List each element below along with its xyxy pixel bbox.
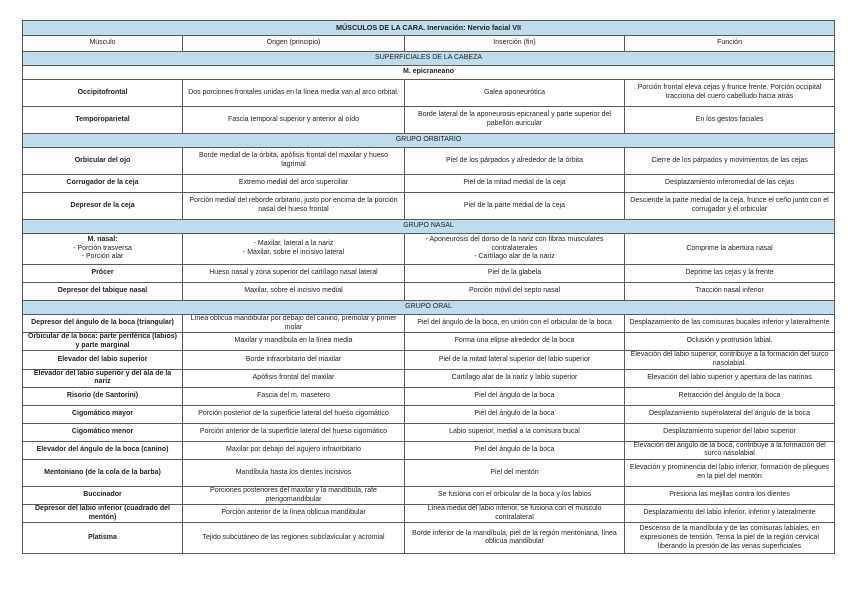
origin-cell: Porciones posteriores del maxilar y la mandíbula, rafe pterigomandibular [183, 486, 405, 504]
insertion-cell: Piel del mentón [405, 459, 625, 486]
table-row [23, 315, 835, 333]
muscle-name: Corrugador de la ceja [23, 175, 183, 193]
insertion-cell: Piel de la glabela [405, 265, 625, 283]
insertion-part: - Cartílago alar de la nariz [474, 253, 555, 261]
insertion-cell: Borde inferior de la mandíbula, piel de la región mentoniana, línea oblicua mandibular [405, 523, 625, 554]
origin-cell: Línea oblicua mandibular por debajo del canino, premolar y primer molar [183, 315, 405, 333]
section-oral: GRUPO ORAL [23, 301, 835, 315]
function-cell: Desplazamiento superior del labio superior [625, 423, 835, 441]
function-cell: Cierre de los párpados y movimientos de las cejas [625, 148, 835, 175]
section-orbitario: GRUPO ORBITARIO [23, 134, 835, 148]
function-cell: Oclusión y protrusión labial. [625, 333, 835, 351]
table-row [23, 175, 835, 193]
section-row [23, 52, 835, 66]
table-row [23, 80, 835, 107]
insertion-cell: Borde lateral de la aponeurosis epicraneal y parte superior del pabellón auricular [405, 107, 625, 134]
origin-cell: Porción medial del reborde orbitario, justo por encima de la porción nasal del hueso frontal [183, 193, 405, 220]
muscle-name-title: M. nasal: [87, 236, 118, 244]
function-cell: Tracción nasal inferior [625, 283, 835, 301]
insertion-cell: Cartílago alar de la nariz y labio superior [405, 369, 625, 387]
table-row [23, 148, 835, 175]
table-title-row [23, 21, 835, 36]
table-row [23, 459, 835, 486]
muscle-name: Cigomático menor [23, 423, 183, 441]
table-row [23, 265, 835, 283]
insertion-cell: Labio superior, medial a la comisura bucal [405, 423, 625, 441]
origin-cell: Porción posterior de la superficie lateral del hueso cigomático [183, 405, 405, 423]
muscle-name: Elevador del labio superior y del ala de la nariz [23, 369, 183, 387]
function-cell: Presiona las mejillas contra los dientes [625, 486, 835, 504]
muscle-name: Elevador del labio superior [23, 351, 183, 369]
header-origen: Origen (principio) [183, 36, 405, 52]
muscle-name [23, 234, 183, 265]
table-title: MÚSCULOS DE LA CARA. Inervación: Nervio facial VII [23, 21, 835, 36]
function-cell: Desplazamiento superolateral del ángulo de la boca [625, 405, 835, 423]
muscle-table-sheet [22, 20, 834, 554]
table-row [23, 369, 835, 387]
insertion-cell: Piel del ángulo de la boca, en unión con el orbicular de la boca [405, 315, 625, 333]
function-cell: En los gestos faciales [625, 107, 835, 134]
muscle-name: Occipitofrontal [23, 80, 183, 107]
subsection-epicraneano: M. epicraneano [23, 66, 835, 80]
origin-cell: Borde infraorbitario del maxilar [183, 351, 405, 369]
insertion-cell: Piel de la mitad medial de la ceja [405, 175, 625, 193]
muscle-name: Temporoparietal [23, 107, 183, 134]
origin-cell: Apófisis frontal del maxilar [183, 369, 405, 387]
muscle-name: Depresor de la ceja [23, 193, 183, 220]
function-cell: Elevación y prominencia del labio inferior, formación de pliegues en la piel del mentón [625, 459, 835, 486]
table-row [23, 351, 835, 369]
muscle-name: Cigomático mayor [23, 405, 183, 423]
section-row [23, 301, 835, 315]
muscle-name: Depresor del labio inferior (cuadrado del mentón) [23, 505, 183, 523]
origin-cell: Dos porciones frontales unidas en la línea media van al arco orbital. [183, 80, 405, 107]
insertion-part: - Aponeurosis del dorso de la nariz con fibras musculares contralaterales [425, 236, 604, 252]
function-cell: Desplazamiento del labio inferior, inferior y lateralmente [625, 505, 835, 523]
muscle-name: Elevador del ángulo de la boca (canino) [23, 441, 183, 459]
origin-part: - Maxilar, lateral a la nariz [253, 240, 334, 248]
table-row [23, 405, 835, 423]
header-musculo: Músculo [23, 36, 183, 52]
muscle-part: - Porción trasversa [73, 244, 132, 252]
muscle-name: Buccinador [23, 486, 183, 504]
table-row [23, 193, 835, 220]
origin-cell: Fascia temporal superior y anterior al oído [183, 107, 405, 134]
table-row [23, 333, 835, 351]
insertion-cell [405, 234, 625, 265]
function-cell: Desplazamiento inferomedial de las cejas [625, 175, 835, 193]
table-row [23, 387, 835, 405]
muscle-part: - Porción alar [81, 253, 124, 261]
muscle-name: Mentoniano (de la cola de la barba) [23, 459, 183, 486]
origin-cell: Fascia del m. masetero [183, 387, 405, 405]
muscle-name: Prócer [23, 265, 183, 283]
origin-part: - Maxilar, sobre el incisivo lateral [242, 249, 345, 256]
section-row [23, 220, 835, 234]
table-row [23, 486, 835, 504]
origin-cell [183, 234, 405, 265]
muscle-name: Platisma [23, 523, 183, 554]
table-row [23, 441, 835, 459]
table-row [23, 423, 835, 441]
muscle-name: Depresor del ángulo de la boca (triangular) [23, 315, 183, 333]
function-cell: Elevación del labio superior, contribuye a la formación del surco nasolabial. [625, 351, 835, 369]
section-superficiales: SUPERFICIALES DE LA CABEZA [23, 52, 835, 66]
origin-cell: Extremo medial del arco superciliar [183, 175, 405, 193]
muscle-name: Orbicular de la boca: parte periférica (labios) y parte marginal [23, 333, 183, 351]
muscle-name: Orbicular del ojo [23, 148, 183, 175]
table-row [23, 505, 835, 523]
table-row [23, 283, 835, 301]
function-cell: Porción frontal eleva cejas y frunce frente. Porción occipital tracciona del cuero cabelludo hacia atrás [625, 80, 835, 107]
function-cell: Elevación del labio superior y apertura de las narinas [625, 369, 835, 387]
header-funcion: Función [625, 36, 835, 52]
insertion-cell: Línea media del labio inferior, se fusiona con el músculo contralateral [405, 505, 625, 523]
function-cell: Descenso de la mandíbula y de las comisuras labiales, en expresiones de tensión. Tensa la piel de la región cervical liberando la presión de las venas superficiales [625, 523, 835, 554]
insertion-cell: Forma una elipse alrededor de la boca [405, 333, 625, 351]
function-cell: Elevación del ángulo de la boca, contribuye a la formación del surco nasolabial [625, 441, 835, 459]
function-cell: Comprime la abertura nasal [625, 234, 835, 265]
table-row [23, 523, 835, 554]
origin-cell: Hueso nasal y zona superior del cartílago nasal lateral [183, 265, 405, 283]
origin-cell: Maxilar y mandíbula en la línea media [183, 333, 405, 351]
origin-cell: Porción anterior de la línea oblicua mandibular [183, 505, 405, 523]
function-cell: Desplazamiento de las comisuras bucales inferior y lateralmente [625, 315, 835, 333]
origin-cell: Maxilar por debajo del agujero infraorbitario [183, 441, 405, 459]
section-row [23, 134, 835, 148]
header-insercion: Inserción (fin) [405, 36, 625, 52]
insertion-cell: Piel del ángulo de la boca [405, 405, 625, 423]
subsection-row [23, 66, 835, 80]
function-cell: Deprime las cejas y la frente [625, 265, 835, 283]
insertion-cell: Se fusiona con el orbicular de la boca y los labios [405, 486, 625, 504]
section-nasal: GRUPO NASAL [23, 220, 835, 234]
insertion-cell: Piel de la mitad lateral superior del labio superior [405, 351, 625, 369]
origin-cell: Tejido subcutáneo de las regiones subclavicular y acromial [183, 523, 405, 554]
table-row [23, 234, 835, 265]
insertion-cell: Galea aponeurótica [405, 80, 625, 107]
function-cell: Desciende la parte medial de la ceja, frunce el ceño junto con el corrugador y el orbicular [625, 193, 835, 220]
origin-cell: Maxilar, sobre el incisivo medial [183, 283, 405, 301]
table-row [23, 107, 835, 134]
origin-cell: Borde medial de la órbita, apófisis frontal del maxilar y hueso lagrimal [183, 148, 405, 175]
table-header-row [23, 36, 835, 52]
insertion-cell: Piel del ángulo de la boca [405, 387, 625, 405]
insertion-cell: Piel de los párpados y alrededor de la órbita [405, 148, 625, 175]
muscle-name: Risorio (de Santorini) [23, 387, 183, 405]
function-cell: Retracción del ángulo de la boca [625, 387, 835, 405]
muscle-name: Depresor del tabique nasal [23, 283, 183, 301]
insertion-cell: Porción móvil del septo nasal [405, 283, 625, 301]
insertion-cell: Piel del ángulo de la boca [405, 441, 625, 459]
origin-cell: Mandíbula hasta los dientes incisivos [183, 459, 405, 486]
muscles-table [22, 20, 835, 554]
origin-cell: Porción anterior de la superficie lateral del hueso cigomático [183, 423, 405, 441]
insertion-cell: Piel de la parte medial de la ceja [405, 193, 625, 220]
